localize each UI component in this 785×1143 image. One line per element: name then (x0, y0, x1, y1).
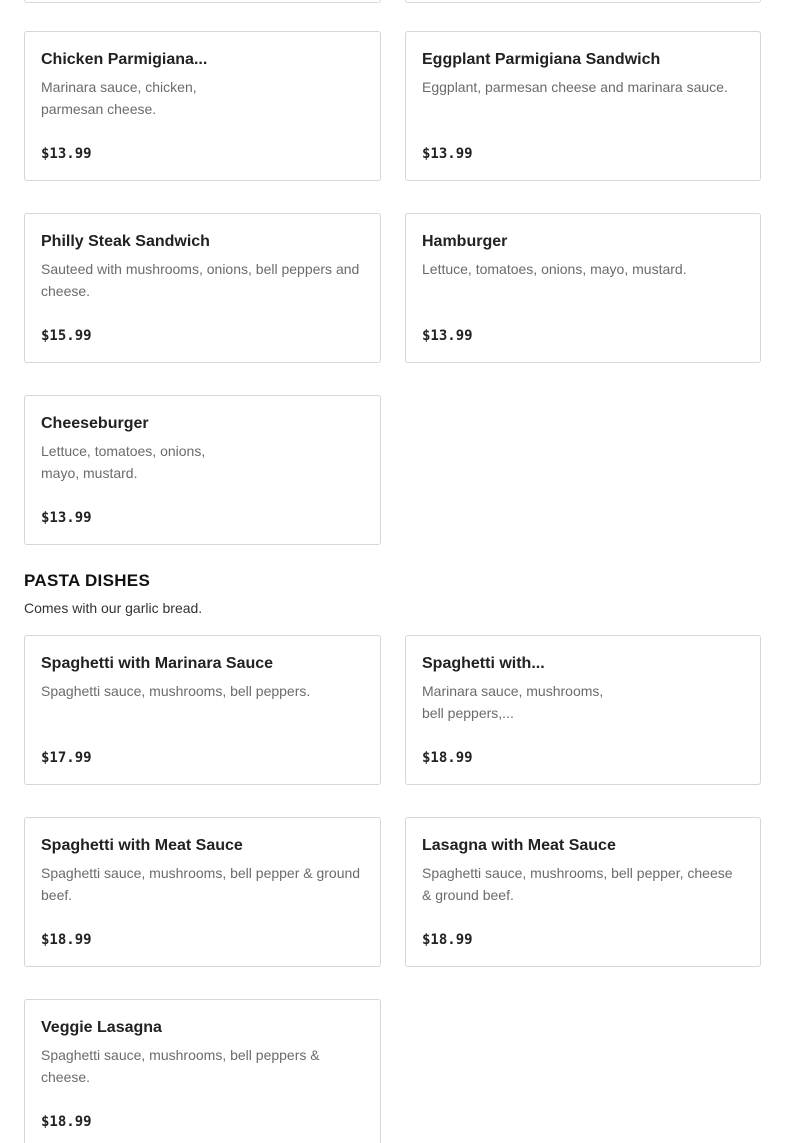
menu-item-card-spaghetti-meat-sauce[interactable] (24, 817, 381, 967)
menu-item-description: Sauteed with mushrooms, onions, bell peppers and cheese. (41, 261, 360, 299)
menu-item-description: Marinara sauce, mushrooms, bell peppers,... (422, 683, 604, 721)
menu-item-price: $18.99 (422, 932, 473, 948)
menu-item-description: Lettuce, tomatoes, onions, mayo, mustard. (41, 443, 206, 481)
menu-item-name: Hamburger (422, 233, 508, 250)
menu-item-description: Spaghetti sauce, mushrooms, bell peppers & cheese. (41, 1047, 320, 1085)
menu-item-price: $13.99 (422, 146, 473, 162)
menu-item-card-lasagna-meat-sauce[interactable] (405, 817, 761, 967)
menu-item-name: Eggplant Parmigiana Sandwich (422, 51, 661, 68)
menu-item-price: $17.99 (41, 750, 92, 766)
menu-item-name: Philly Steak Sandwich (41, 233, 210, 250)
menu-item-price: $15.99 (41, 328, 92, 344)
menu-item-description: Lettuce, tomatoes, onions, mayo, mustard. (422, 261, 687, 277)
previous-card-edge-right (405, 0, 761, 3)
menu-item-card-spaghetti-marinara[interactable] (24, 635, 381, 785)
menu-item-description: Eggplant, parmesan cheese and marinara sauce. (422, 79, 728, 95)
menu-item-name: Spaghetti with Meat Sauce (41, 837, 243, 854)
menu-item-card-chicken-parmigiana[interactable] (24, 31, 381, 181)
menu-item-card-eggplant-parmigiana[interactable] (405, 31, 761, 181)
menu-item-description: Marinara sauce, chicken, parmesan cheese. (41, 79, 197, 117)
menu-item-price: $13.99 (41, 146, 92, 162)
menu-item-description: Spaghetti sauce, mushrooms, bell pepper, cheese & ground beef. (422, 865, 733, 903)
menu-item-name: Spaghetti with Marinara Sauce (41, 655, 274, 672)
menu-item-price: $13.99 (41, 510, 92, 526)
menu-item-price: $18.99 (41, 1114, 92, 1130)
menu-item-price: $18.99 (41, 932, 92, 948)
menu-item-card-hamburger[interactable] (405, 213, 761, 363)
menu-item-name: Veggie Lasagna (41, 1019, 162, 1036)
previous-cards-edge (0, 0, 785, 4)
previous-card-edge-left (24, 0, 381, 3)
menu-item-card-spaghetti-with[interactable] (405, 635, 761, 785)
menu-item-description: Spaghetti sauce, mushrooms, bell peppers. (41, 683, 311, 699)
menu-item-name: Lasagna with Meat Sauce (422, 837, 616, 854)
menu-item-name: Cheeseburger (41, 415, 149, 432)
menu-item-card-philly-steak[interactable] (24, 213, 381, 363)
menu-item-description: Spaghetti sauce, mushrooms, bell pepper & ground beef. (41, 865, 361, 903)
menu-item-card-veggie-lasagna[interactable] (24, 999, 381, 1143)
section-subtitle-pasta: Comes with our garlic bread. (24, 600, 203, 616)
menu-item-price: $18.99 (422, 750, 473, 766)
menu-item-name: Chicken Parmigiana... (41, 51, 208, 68)
menu-item-card-cheeseburger[interactable] (24, 395, 381, 545)
menu-item-price: $13.99 (422, 328, 473, 344)
menu-item-name: Spaghetti with... (422, 655, 545, 672)
section-title-pasta: PASTA DISHES (24, 571, 151, 590)
